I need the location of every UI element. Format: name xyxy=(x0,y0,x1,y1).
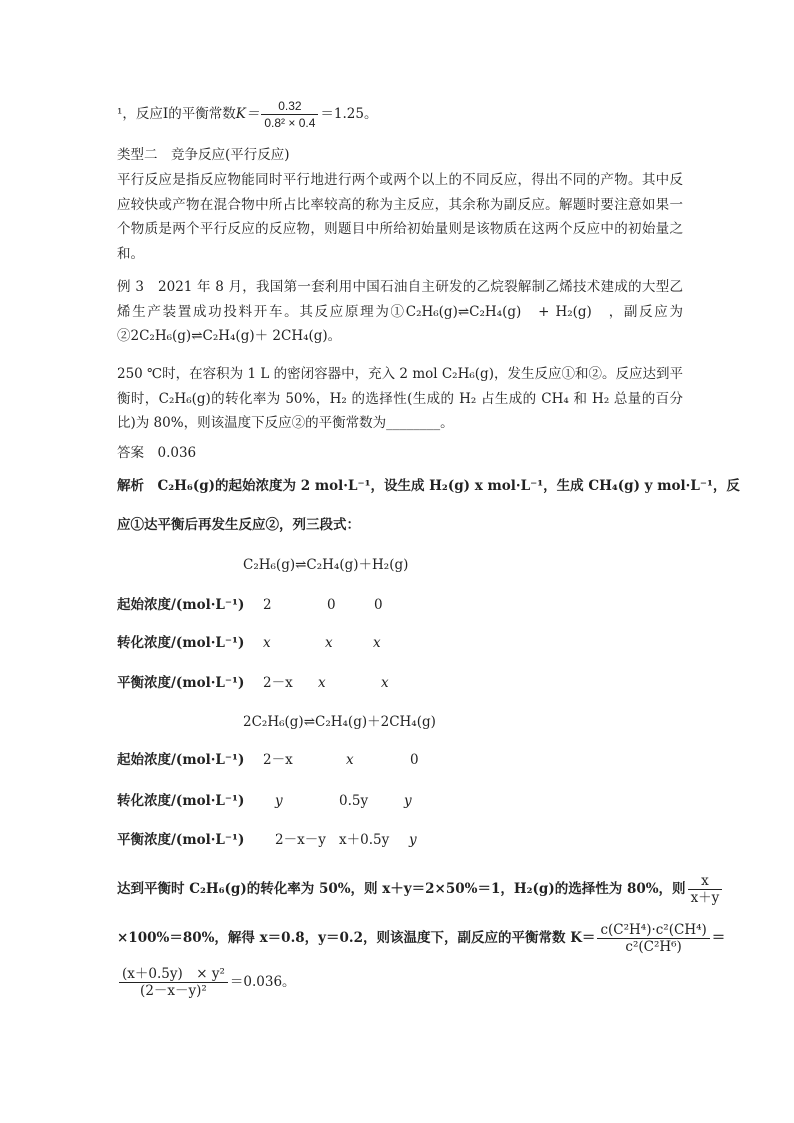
k-equals: ＝ xyxy=(711,930,726,946)
cell: y xyxy=(409,832,417,848)
row-label: 转化浓度/(mol·L⁻¹) xyxy=(117,793,245,809)
reaction-2-equation: 2C₂H₆(g)⇌C₂H₄(g)＋2CH₄(g) xyxy=(243,714,436,730)
cell: x xyxy=(263,635,271,651)
k-expression-fraction xyxy=(597,922,709,955)
cell: 0 xyxy=(410,752,419,768)
k-expression-numerator: c(C²H⁴)·c²(CH⁴) xyxy=(597,922,709,939)
k-fraction xyxy=(261,98,318,131)
selectivity-numerator: x xyxy=(688,873,723,890)
final-result-line xyxy=(117,966,296,999)
row-label: 起始浓度/(mol·L⁻¹) xyxy=(117,597,245,613)
conclusion-line-2 xyxy=(117,922,725,955)
answer-line: 答案 0.036 xyxy=(117,445,197,461)
cell: 2－x－y xyxy=(275,832,326,848)
cell: 2－x xyxy=(263,675,293,691)
row-label: 转化浓度/(mol·L⁻¹) xyxy=(117,635,245,651)
cell: x xyxy=(381,675,389,691)
cell: x xyxy=(373,635,381,651)
section-heading: 类型二 竞争反应(平行反应) xyxy=(117,147,290,163)
k-numerator: 0.32 xyxy=(261,98,318,115)
reaction-1-equation: C₂H₆(g)⇌C₂H₄(g)＋H₂(g) xyxy=(243,557,409,573)
condition-paragraph: 250 ℃时，在容积为 1 L 的密闭容器中，充入 2 mol C₂H₆(g)，发生反应①和②。反应达到平衡时，C₂H₆(g)的转化率为 50%，H₂ 的选择性(生成的 H₂ 占生成的 CH₄ 和 H₂ 总量的百分比)为 80%，则该温度下反应②的平衡常数为________。 xyxy=(117,366,683,432)
cell: 0.5y xyxy=(339,793,369,809)
cell: 2－x xyxy=(263,752,293,768)
k-result: ＝1.25。 xyxy=(320,106,378,122)
cell: 2 xyxy=(263,597,272,613)
final-result: ＝0.036。 xyxy=(229,974,296,990)
final-fraction xyxy=(119,966,228,999)
selectivity-denominator: x＋y xyxy=(690,890,720,906)
cell: y xyxy=(275,793,283,809)
cell: x xyxy=(318,675,326,691)
final-denominator: (2－x－y)² xyxy=(140,983,207,999)
cell: x xyxy=(346,752,354,768)
cell: x＋0.5y xyxy=(339,832,390,848)
cell: y xyxy=(404,793,412,809)
cell: x xyxy=(325,635,333,651)
conclusion-text-2: ×100%＝80%，解得 x＝0.8，y＝0.2，则该温度下，副反应的平衡常数 K＝ xyxy=(117,930,596,946)
row-label: 平衡浓度/(mol·L⁻¹) xyxy=(117,832,245,848)
selectivity-fraction xyxy=(688,873,723,906)
analysis-line-2: 应①达平衡后再发生反应②，列三段式： xyxy=(117,517,360,533)
k-expression-denominator: c²(C²H⁶) xyxy=(625,939,682,955)
final-numerator: (x＋0.5y) × y² xyxy=(119,966,228,983)
cell: 0 xyxy=(327,597,336,613)
k-prefix: ¹，反应Ⅰ的平衡常数 xyxy=(117,106,236,122)
conclusion-text-1: 达到平衡时 C₂H₆(g)的转化率为 50%，则 x＋y＝2×50%＝1，H₂(g)的选择性为 80%，则 xyxy=(117,881,686,897)
k-denominator: 0.8² × 0.4 xyxy=(264,116,316,130)
k-symbol: K＝ xyxy=(235,106,260,122)
row-label: 平衡浓度/(mol·L⁻¹) xyxy=(117,675,245,691)
conclusion-line-1 xyxy=(117,873,724,906)
example-paragraph: 例 3 2021 年 8 月，我国第一套利用中国石油自主研发的乙烷裂解制乙烯技术建成的大型乙烯生产装置成功投料开车。其反应原理为①C₂H₆(g)⇌C₂H₄(g) + H₂(g) ，副反应为②2C₂H₆(g)⇌C₂H₄(g)＋ 2CH₄(g)。 xyxy=(117,279,683,345)
intro-paragraph: 平行反应是指反应物能同时平行地进行两个或两个以上的不同反应，得出不同的产物。其中反应较快或产物在混合物中所占比率较高的称为主反应，其余称为副反应。解题时要注意如果一个物质是两个平行反应的反应物，则题目中所给初始量则是该物质在这两个反应中的初始量之和。 xyxy=(117,172,683,262)
analysis-line-1: 解析 C₂H₆(g)的起始浓度为 2 mol·L⁻¹，设生成 H₂(g) x mol·L⁻¹，生成 CH₄(g) y mol·L⁻¹，反 xyxy=(117,478,740,494)
k-calculation-line xyxy=(117,98,377,131)
cell: 0 xyxy=(374,597,383,613)
row-label: 起始浓度/(mol·L⁻¹) xyxy=(117,752,245,768)
